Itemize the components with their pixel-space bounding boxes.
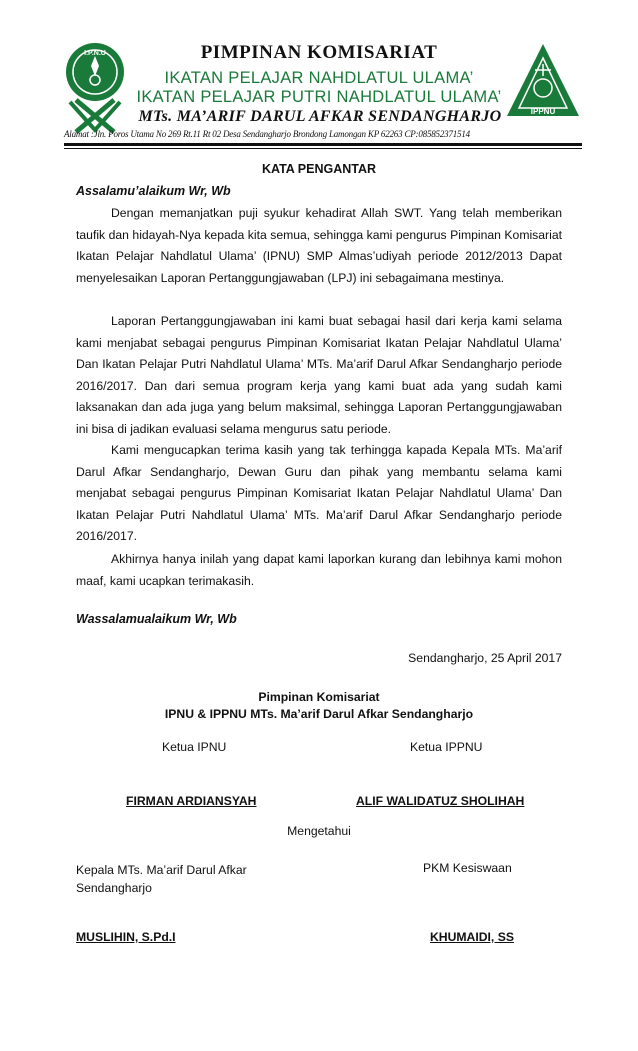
ipnu-logo-text: I.P.N.U xyxy=(84,50,106,57)
name-kepala-mts: MUSLIHIN, S.Pd.I xyxy=(76,930,176,944)
role-ketua-ippnu: Ketua IPPNU xyxy=(410,740,483,754)
letterhead-address: Alamat :Jln. Poros Utama No 269 Rt.11 Rt 02 Desa Sendangharjo Brondong Lamongan KP 62263 CP:085852371514 xyxy=(64,129,470,139)
document-title: KATA PENGANTAR xyxy=(261,162,377,176)
opening-greeting: Assalamu’alaikum Wr, Wb xyxy=(76,184,231,198)
paragraph: Dengan memanjatkan puji syukur kehadirat Allah SWT. Yang telah memberikan taufik dan hidayah-Nya kepada kita semua, sehingga kami pengurus Pimpinan Komisariat Ikatan Pelajar Nahdlatul Ulama’ (IPNU) SMP Almas’udiyah periode 2012/2013 Dapat menyelesaikan Laporan Pertanggungjawaban (LPJ) ini sebagaimana mestinya. xyxy=(76,206,562,285)
role-kepala-mts: Kepala MTs. Ma’arif Darul Afkar Sendangharjo xyxy=(76,863,247,895)
signature-heading: Pimpinan Komisariat xyxy=(258,690,380,704)
role-pkm-kesiswaan: PKM Kesiswaan xyxy=(423,861,512,875)
paragraph: Akhirnya hanya inilah yang dapat kami laporkan kurang dan lebihnya kami mohon maaf, kami ucapkan terimakasih. xyxy=(76,552,562,588)
paragraph: Kami mengucapkan terima kasih yang tak terhingga kapada Kepala MTs. Ma’arif Darul Afkar Sendangharjo, Dewan Guru dan pihak yang membantu selama kami menjabat sebagai pengurus Pimpinan Komisariat Ikatan Pelajar Nahdlatul Ulama’ Dan Ikatan Pelajar Putri Nahdlatul Ulama’ MTs. Ma’arif Darul Afkar Sendangharjo periode 2016/2017. xyxy=(76,443,562,544)
letterhead-title: PIMPINAN KOMISARIAT xyxy=(200,42,438,63)
ippnu-logo-text: IPPNU xyxy=(530,107,556,116)
name-ketua-ippnu: ALIF WALIDATUZ SHOLIHAH xyxy=(356,794,525,808)
name-ketua-ipnu: FIRMAN ARDIANSYAH xyxy=(126,794,257,808)
letterhead-school: MTs. MA’ARIF DARUL AFKAR SENDANGHARJO xyxy=(138,108,502,125)
letterhead-org-ippnu: IKATAN PELAJAR PUTRI NAHDLATUL ULAMA’ xyxy=(136,88,502,106)
letterhead-org-ipnu: IKATAN PELAJAR NAHDLATUL ULAMA’ xyxy=(164,69,474,87)
acknowledged-label: Mengetahui xyxy=(287,824,351,838)
paragraph: Laporan Pertanggungjawaban ini kami buat sebagai hasil dari kerja kami selama kami menjabat sebagai pengurus Pimpinan Komisariat Ikatan Pelajar Nahdlatul Ulama’ Dan Ikatan Pelajar Putri Nahdlatul Ulama’ MTs. Ma’arif Darul Afkar Sendangharjo periode 2016/2017. Dan dari semua program kerja yang kami buat ada yang sudah kami laksanakan dan ada juga yang belum maksimal, sehingga Laporan Pertanggungjawaban ini bisa di jadikan evaluasi selama mengurus satu periode. xyxy=(76,314,562,436)
signature-organization: IPNU & IPPNU MTs. Ma’arif Darul Afkar Sendangharjo xyxy=(164,707,474,721)
letterhead-rule-thin xyxy=(64,148,582,149)
closing-greeting: Wassalamualaikum Wr, Wb xyxy=(76,612,237,626)
role-ketua-ipnu: Ketua IPNU xyxy=(162,740,227,754)
place-date: Sendangharjo, 25 April 2017 xyxy=(408,651,562,665)
name-pkm-kesiswaan: KHUMAIDI, SS xyxy=(430,930,514,944)
letterhead-rule-thick xyxy=(64,143,582,146)
